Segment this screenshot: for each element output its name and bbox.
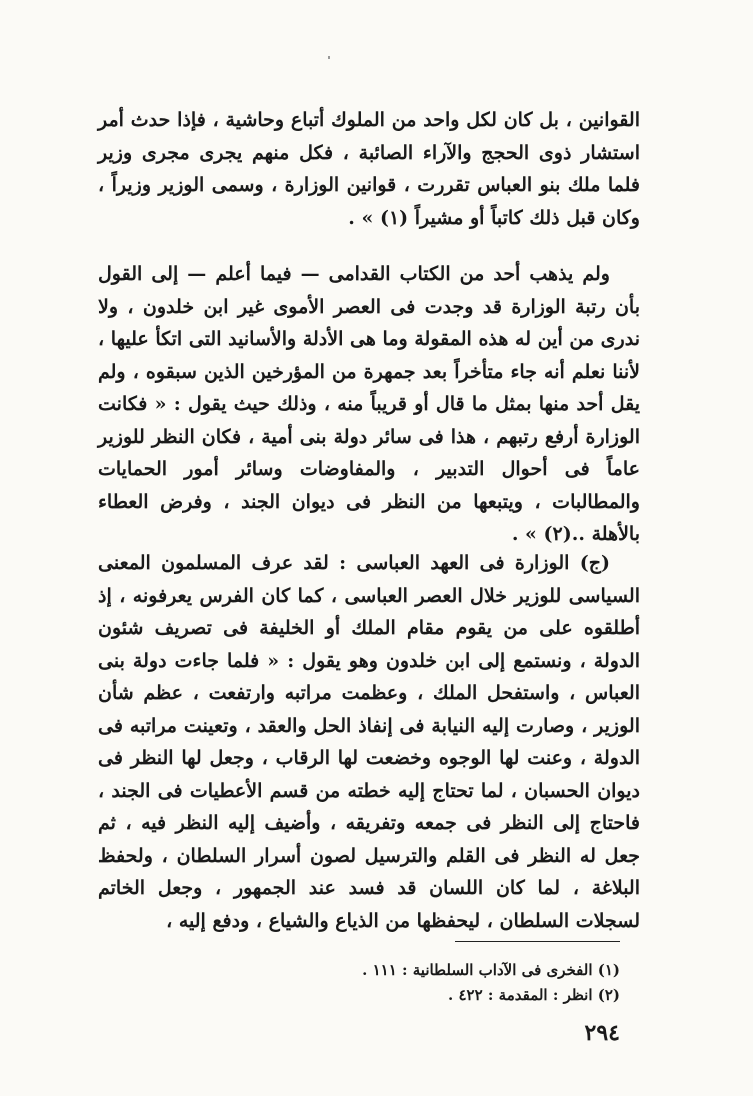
footnote-1: (١) الفخرى فى الآداب السلطانية : ١١١ .	[362, 961, 620, 979]
paragraph-3-body	[98, 547, 640, 937]
footnotes	[300, 958, 620, 1008]
paragraph-1	[98, 104, 640, 234]
paragraph-3-text: لقد عرف المسلمون المعنى السياسى للوزير خلال العصر العباسى ، كما كان الفرس يعرفونه ، إذ أطلقوه على من يقوم مقام الملك أو الخليفة فى تصريف شئون الدولة ، ونستمع إلى ابن خلدون وهو يقول : « فلما جاءت دولة بنى العباس ، واستفحل الملك ، وعظمت مراتبه وارتفعت ، عظم شأن الوزير ، وصارت إليه النيابة فى إنفاذ الحل والعقد ، وتعينت مراتبه فى الدولة ، وعنت لها الوجوه وخضعت لها الرقاب ، وجعل لها النظر فى ديوان الحسبان ، لما تحتاج إليه خطته من قسم الأعطيات فى الجند ، فاحتاج إلى النظر فى جمعه وتفريقه ، وأضيف إليه النظر فيه ، ثم جعل له النظر فى القلم والترسيل لصون أسرار السلطان ، ولحفظ البلاغة ، لما كان اللسان قد فسد عند الجمهور ، وجعل الخاتم لسجلات السلطان ، ليحفظها من الذياع والشياع ، ودفع إليه ،	[98, 552, 640, 932]
page-number: ٢٩٤	[584, 1020, 620, 1046]
paragraph-2	[98, 258, 640, 551]
paragraph-1-text: القوانين ، بل كان لكل واحد من الملوك أتباع وحاشية ، فإذا حدث أمر استشار ذوى الحجج والآراء الصائبة ، فكل منهم يجرى مجرى وزير فلما ملك بنو العباس تقررت ، قوانين الوزارة ، وسمى الوزير وزيراً ، وكان قبل ذلك كاتباً أو مشيراً (١) » .	[98, 109, 640, 229]
paragraph-2-text: ولم يذهب أحد من الكتاب القدامى — فيما أعلم — إلى القول بأن رتبة الوزارة قد وجدت فى العصر الأموى غير ابن خلدون ، ولا ندرى من أين له هذه المقولة وما هى الأدلة والأسانيد التى اتكأ عليها ، لأننا نعلم أنه جاء متأخراً بعد جمهرة من المؤرخين الذين سبقوه ، ولم يقل أحد منها بمثل ما قال أو قريباً منه ، وذلك حيث يقول : « فكانت الوزارة أرفع رتبهم ، هذا فى سائر دولة بنى أمية ، فكان النظر للوزير عاماً فى أحوال التدبير ، والمفاوضات وسائر أمور الحمايات والمطالبات ، ويتبعها من النظر فى ديوان الجند ، وفرض العطاء بالأهلة ..(٢) » .	[98, 263, 640, 545]
paragraph-3	[98, 547, 640, 937]
footnote-divider	[455, 941, 620, 942]
scan-speck	[328, 56, 330, 59]
section-heading: (ج) الوزارة فى العهد العباسى :	[339, 552, 610, 574]
footnote-2: (٢) انظر : المقدمة : ٤٢٢ .	[448, 986, 620, 1004]
